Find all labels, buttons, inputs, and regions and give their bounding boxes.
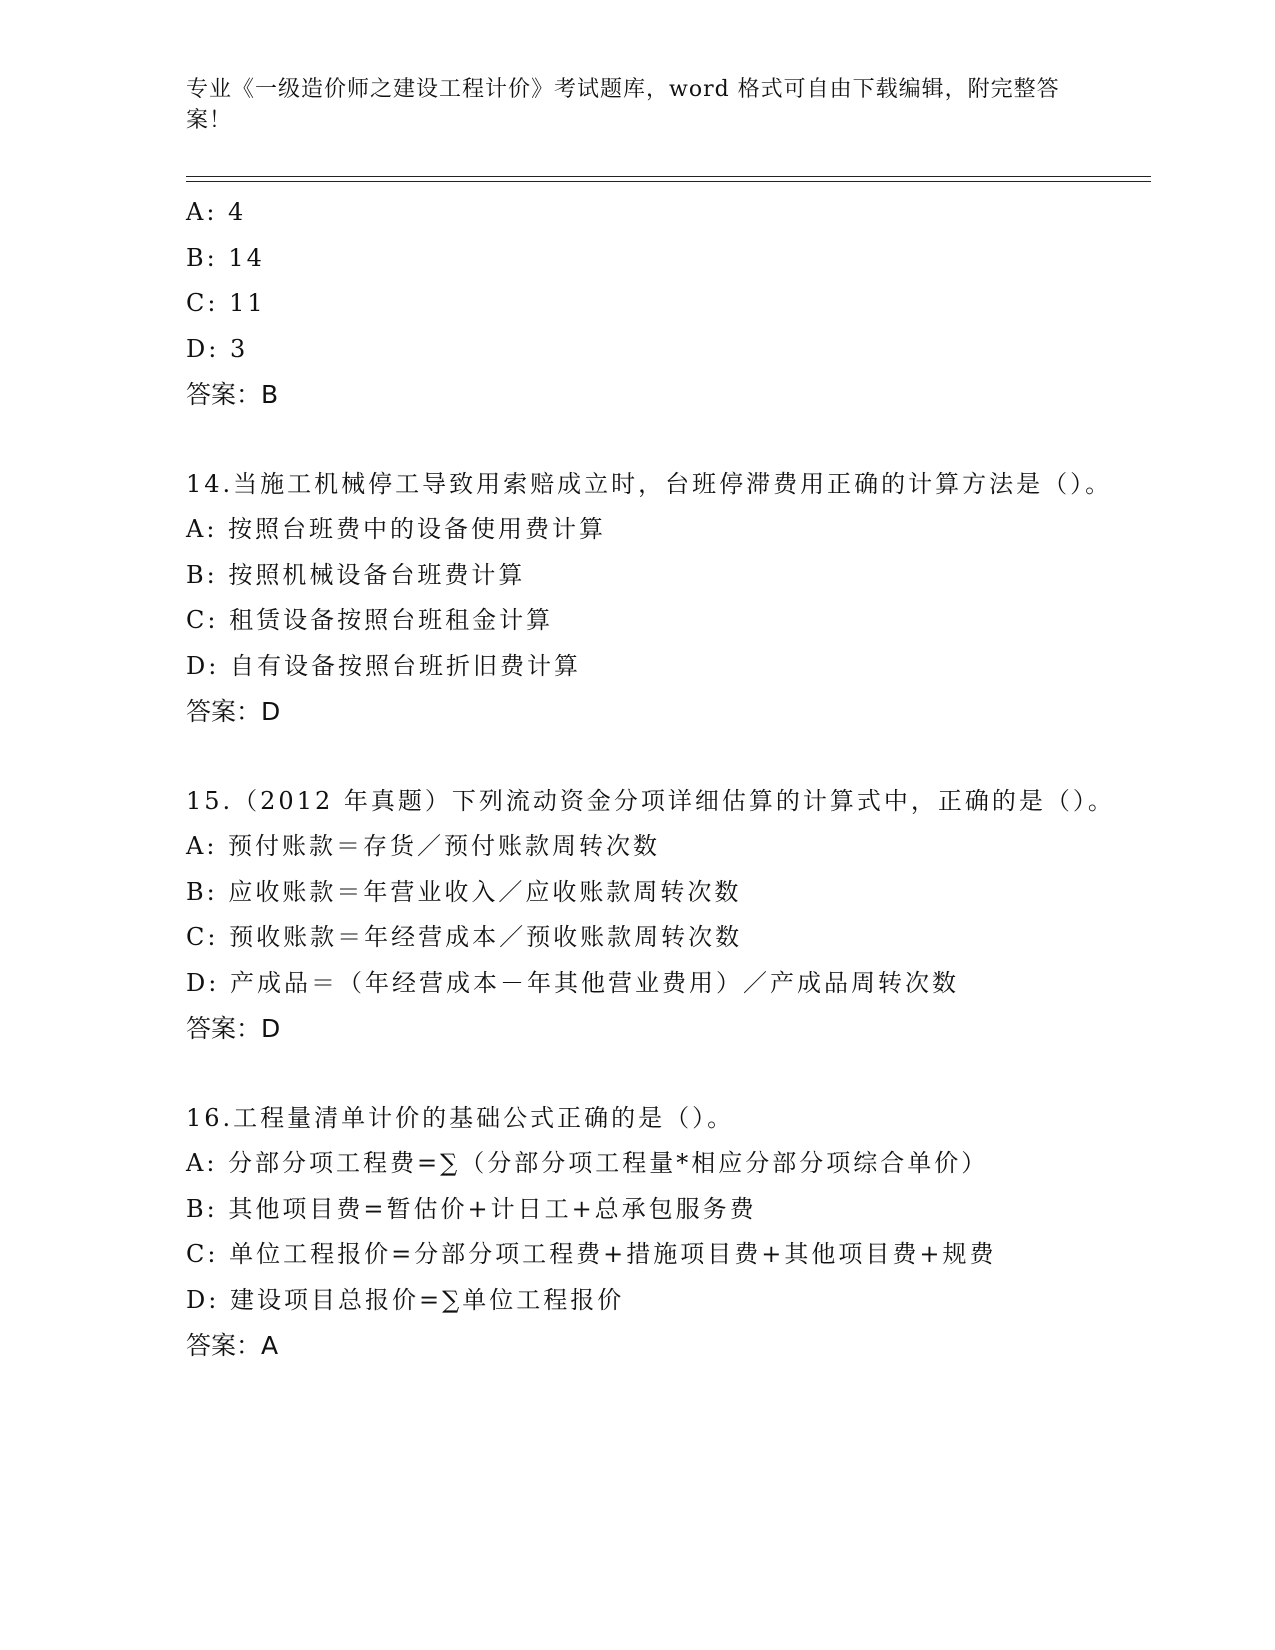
question-stem: 14.当施工机械停工导致用索赔成立时，台班停滞费用正确的计算方法是（）。: [186, 469, 1113, 498]
question-16: [186, 1096, 1116, 1369]
option-b: B: 14: [186, 243, 265, 272]
question-stem: 15.（2012 年真题）下列流动资金分项详细估算的计算式中，正确的是（）。: [186, 786, 1115, 815]
option-d: D: 3: [186, 334, 249, 363]
option-d: D: 产成品＝（年经营成本－年其他营业费用）／产成品周转次数: [186, 968, 959, 997]
question-13-continued: [186, 190, 1116, 418]
option-a: A: 4: [186, 198, 247, 226]
question-15: [186, 779, 1116, 1052]
document-header: 专业《一级造价师之建设工程计价》考试题库，word 格式可自由下载编辑，附完整答案！: [186, 77, 1060, 133]
spacer: [186, 418, 1116, 462]
answer: 答案：D: [186, 1014, 281, 1043]
option-b: B: 按照机械设备台班费计算: [186, 560, 526, 589]
option-a: A: 预付账款＝存货／预付账款周转次数: [186, 832, 661, 860]
option-c: C: 租赁设备按照台班租金计算: [186, 606, 554, 634]
question-list: [186, 190, 1116, 1369]
answer: 答案：B: [186, 380, 279, 409]
question-14: [186, 462, 1116, 735]
header-divider-top: [186, 176, 1151, 177]
answer: 答案：A: [186, 1331, 279, 1360]
spacer: [186, 735, 1116, 779]
spacer: [186, 1052, 1116, 1096]
option-b: B: 其他项目费=暂估价+计日工+总承包服务费: [186, 1194, 757, 1223]
option-c: C: 11: [186, 289, 266, 317]
option-a: A: 按照台班费中的设备使用费计算: [186, 515, 607, 543]
header-divider-bottom: [186, 181, 1151, 182]
answer: 答案：D: [186, 697, 281, 726]
option-a: A: 分部分项工程费=∑（分部分项工程量*相应分部分项综合单价）: [186, 1149, 989, 1177]
option-c: C: 单位工程报价=分部分项工程费+措施项目费+其他项目费+规费: [186, 1240, 997, 1268]
question-stem: 16.工程量清单计价的基础公式正确的是（）。: [186, 1103, 735, 1132]
option-d: D: 建设项目总报价=∑单位工程报价: [186, 1285, 625, 1314]
option-d: D: 自有设备按照台班折旧费计算: [186, 651, 581, 680]
option-b: B: 应收账款＝年营业收入／应收账款周转次数: [186, 877, 742, 906]
option-c: C: 预收账款＝年经营成本／预收账款周转次数: [186, 923, 743, 951]
